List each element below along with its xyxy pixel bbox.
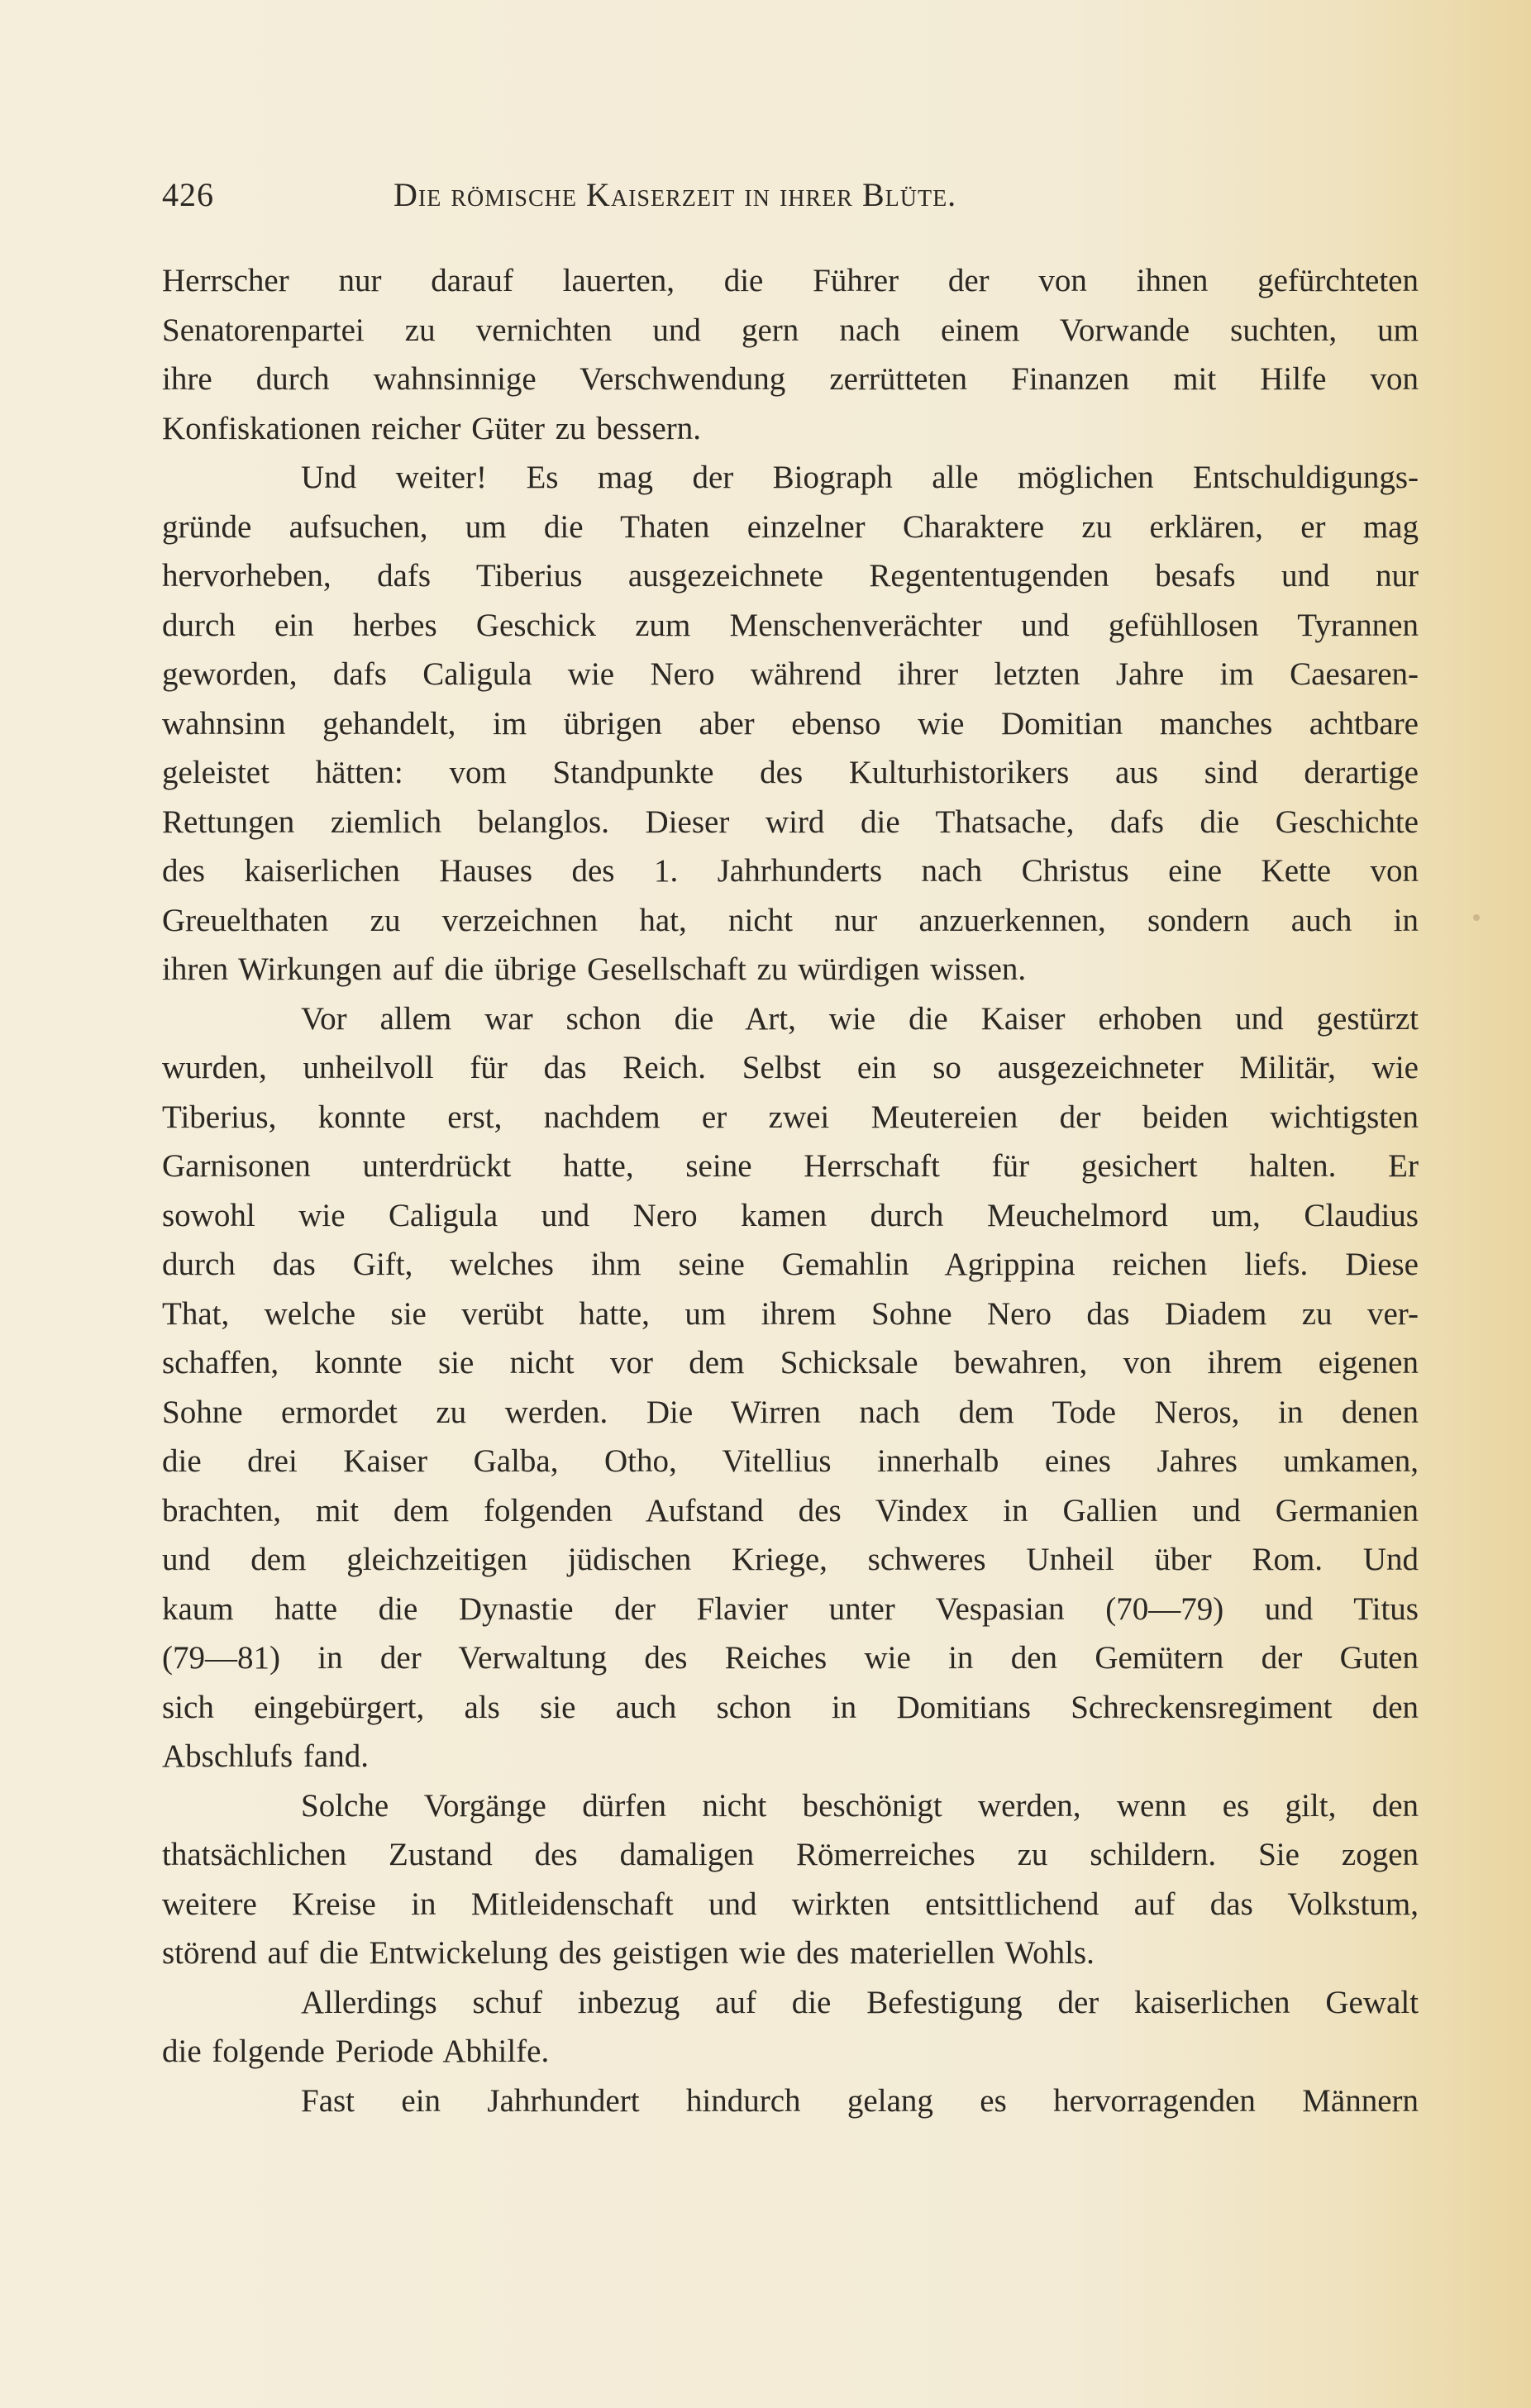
text-line: gründe aufsuchen, um die Thaten einzelner Charaktere zu erklären, er mag: [162, 508, 1419, 545]
text-line: Rettungen ziemlich belanglos. Dieser wird die Thatsache, dafs die Geschichte: [162, 803, 1419, 840]
text-line: sowohl wie Caligula und Nero kamen durch Meuchelmord um, Claudius: [162, 1197, 1419, 1233]
paragraph-start: Solche Vorgänge dürfen nicht beschönigt werden, wenn es gilt, den: [301, 1787, 1419, 1824]
text-line: wahnsinn gehandelt, im übrigen aber ebenso wie Domitian manches achtbare: [162, 705, 1419, 741]
paragraph-start: Und weiter! Es mag der Biograph alle möglichen Entschuldigungs-: [301, 460, 1419, 495]
text-line: weitere Kreise in Mitleidenschaft und wirkten entsittlichend auf das Volkstum,: [162, 1886, 1419, 1922]
text-line: kaum hatte die Dynastie der Flavier unter Vespasian (70—79) und Titus: [162, 1590, 1419, 1627]
text-line: Garnisonen unterdrückt hatte, seine Herrschaft für gesichert halten. Er: [162, 1148, 1419, 1184]
text-line: Abschlufs fand.: [162, 1738, 369, 1774]
text-line: (79—81) in der Verwaltung des Reiches wie in den Gemütern der Guten: [162, 1640, 1419, 1676]
text-line: geworden, dafs Caligula wie Nero während ihrer letzten Jahre im Caesaren-: [162, 656, 1419, 692]
text-line: ihre durch wahnsinnige Verschwendung zerrütteten Finanzen mit Hilfe von: [162, 361, 1419, 397]
paragraph-start: Fast ein Jahrhundert hindurch gelang es hervorragenden Männern: [301, 2082, 1419, 2119]
text-line: hervorheben, dafs Tiberius ausgezeichnete Regententugenden besafs und nur: [162, 558, 1419, 594]
text-line: durch das Gift, welches ihm seine Gemahlin Agrippina reichen liefs. Diese: [162, 1247, 1419, 1282]
text-line: geleistet hätten: vom Standpunkte des Kulturhistorikers aus sind derartige: [162, 755, 1419, 790]
page-header: [162, 175, 1419, 225]
page-number: 426: [162, 176, 214, 213]
text-line: schaffen, konnte sie nicht vor dem Schicksale bewahren, von ihrem eigenen: [162, 1345, 1419, 1380]
text-line: wurden, unheilvoll für das Reich. Selbst ein so ausgezeichneter Militär, wie: [162, 1050, 1419, 1085]
text-line: sich eingebürgert, als sie auch schon in Domitians Schreckensregiment den: [162, 1689, 1419, 1725]
text-line: Sohne ermordet zu werden. Die Wirren nach dem Tode Neros, in denen: [162, 1394, 1419, 1430]
paragraph-start: Allerdings schuf inbezug auf die Befestigung der kaiserlichen Gewalt: [301, 1984, 1419, 2020]
text-line: die drei Kaiser Galba, Otho, Vitellius innerhalb eines Jahres umkamen,: [162, 1443, 1419, 1479]
text-line: und dem gleichzeitigen jüdischen Kriege, schweres Unheil über Rom. Und: [162, 1542, 1419, 1577]
text-line: Tiberius, konnte erst, nachdem er zwei Meutereien der beiden wichtigsten: [162, 1099, 1419, 1135]
paragraph-start: Vor allem war schon die Art, wie die Kaiser erhoben und gestürzt: [301, 1000, 1419, 1037]
text-line: brachten, mit dem folgenden Aufstand des Vindex in Gallien und Germanien: [162, 1492, 1419, 1528]
text-line: die folgende Periode Abhilfe.: [162, 2034, 550, 2069]
text-line: Konfiskationen reicher Güter zu bessern.: [162, 410, 702, 446]
text-line: That, welche sie verübt hatte, um ihrem Sohne Nero das Diadem zu ver-: [162, 1295, 1419, 1332]
text-line: des kaiserlichen Hauses des 1. Jahrhunderts nach Christus eine Kette von: [162, 853, 1419, 889]
running-head: Die römische Kaiserzeit in ihrer Blüte.: [393, 176, 957, 213]
text-line: störend auf die Entwickelung des geistigen wie des materiellen Wohls.: [162, 1935, 1095, 1971]
text-line: Herrscher nur darauf lauerten, die Führer der von ihnen gefürchteten: [162, 263, 1419, 298]
text-line: ihren Wirkungen auf die übrige Gesellschaft zu würdigen wissen.: [162, 951, 1027, 987]
text-line: durch ein herbes Geschick zum Menschenverächter und gefühllosen Tyrannen: [162, 607, 1419, 643]
page-blemish: [1473, 914, 1480, 921]
text-line: thatsächlichen Zustand des damaligen Römerreiches zu schildern. Sie zogen: [162, 1837, 1419, 1872]
text-line: Senatorenpartei zu vernichten und gern nach einem Vorwande suchten, um: [162, 312, 1419, 348]
text-line: Greuelthaten zu verzeichnen hat, nicht nur anzuerkennen, sondern auch in: [162, 902, 1419, 938]
body-text: [162, 256, 1419, 2125]
